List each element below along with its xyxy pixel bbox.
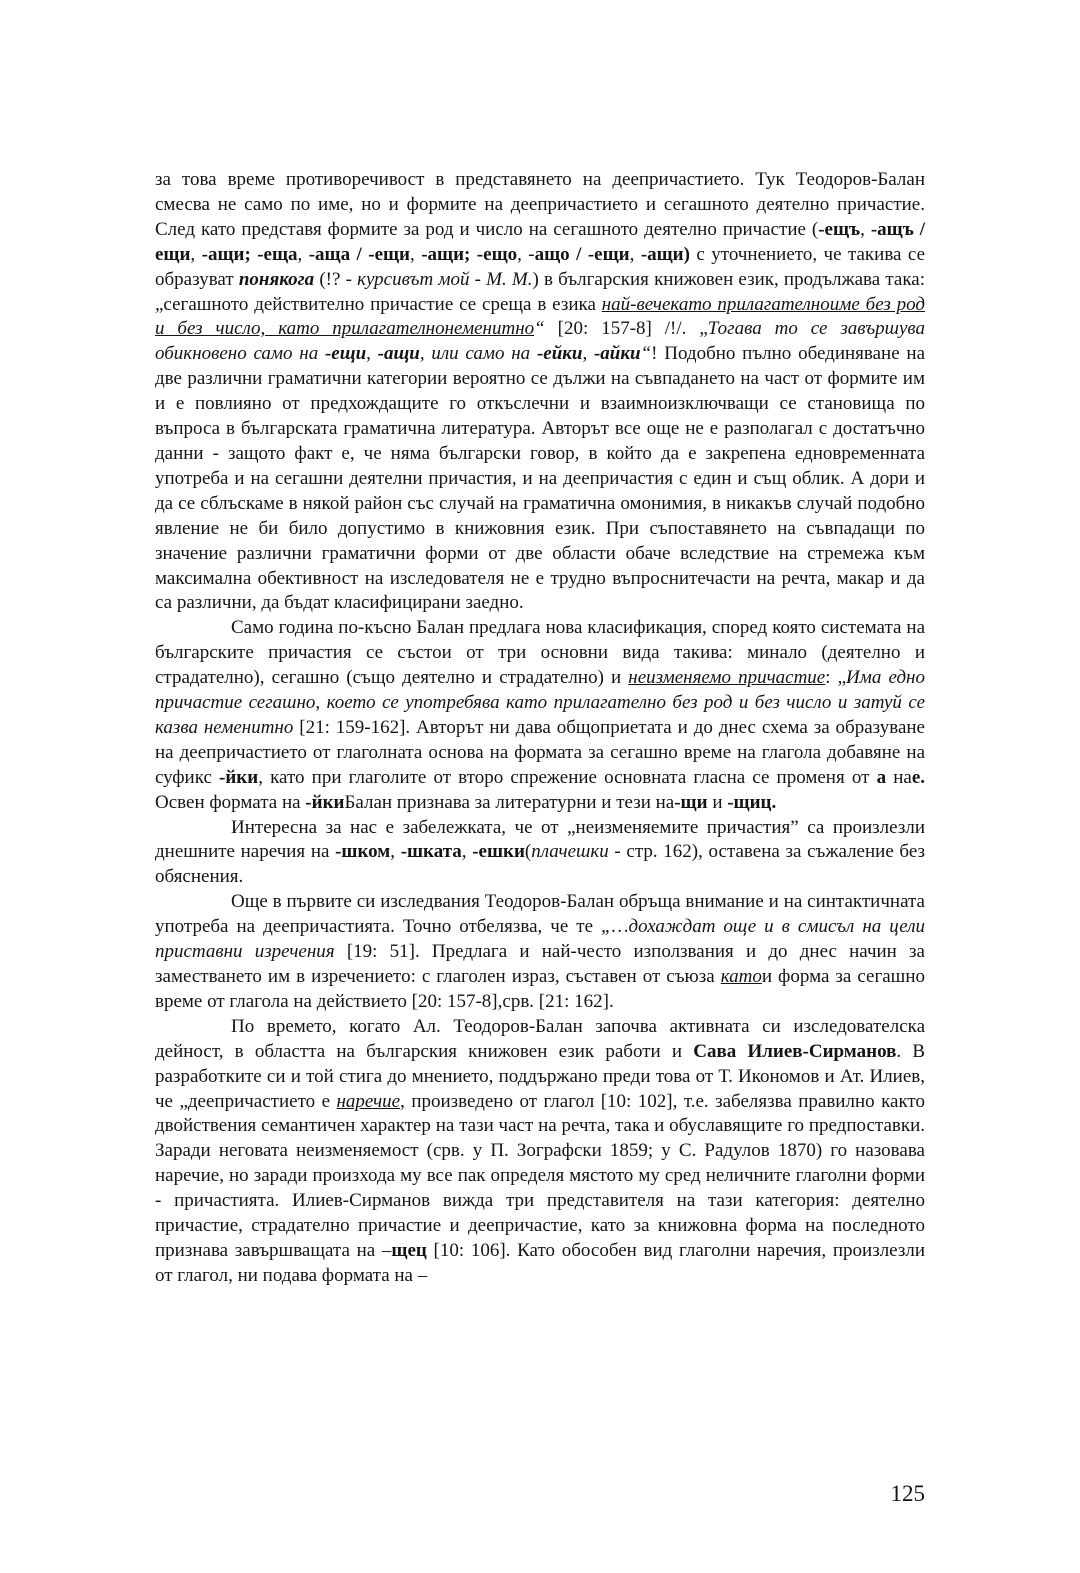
text-run: наречие bbox=[336, 1090, 401, 1112]
text-run: (!? - bbox=[314, 268, 358, 290]
text-run: -ешки bbox=[472, 841, 525, 863]
text-run: -ащи bbox=[377, 343, 420, 365]
text-run: , bbox=[629, 243, 641, 265]
text-run: -ещи bbox=[324, 343, 367, 365]
paragraph-4 bbox=[155, 890, 925, 1015]
text-run: Балан признава за литературни и тези на bbox=[344, 791, 675, 813]
text-run: -ащи; -ещо bbox=[421, 243, 518, 265]
text-run: „…дохаждат още и в смисъл на цели приставни изречения bbox=[155, 916, 925, 963]
text-run: неизменяемо причастие bbox=[628, 667, 826, 689]
text-run: с уточнението, че такива се образуват bbox=[155, 243, 926, 290]
text-run: - стр. 162), оставена за съжаление без обяснения. bbox=[155, 841, 926, 888]
text-run: ащо / -ещи bbox=[534, 243, 630, 265]
text-run: -йки bbox=[219, 766, 259, 788]
text-run: Още в първите си изследвания Теодоров-Балан обръща внимание и на синтактичната употреба на деепричастията. Точно отбелязва, че те bbox=[155, 891, 925, 938]
text-run: , bbox=[190, 243, 202, 265]
text-run: е. bbox=[911, 766, 925, 788]
text-run: -ащъ / ещи bbox=[155, 218, 925, 265]
text-run: ( bbox=[524, 841, 532, 863]
text-run: щец bbox=[391, 1239, 427, 1261]
text-run: : „ bbox=[825, 667, 847, 689]
text-run: , bbox=[582, 343, 594, 365]
text-run: -шката bbox=[400, 841, 462, 863]
text-run: за това време противоречивост в представянето на деепричастието. Тук Теодоров-Балан смесва не само по име, но и формите на деепричастието и сегашното деятелно причастие. След като представя формите за род и число на сегашното деятелно причастие ( bbox=[155, 169, 925, 240]
text-run: , или само на bbox=[419, 343, 537, 365]
paragraph-3 bbox=[155, 816, 925, 891]
text-run: , bbox=[860, 218, 871, 240]
text-run: Тогава то се завършува обикновено само на bbox=[155, 318, 926, 365]
text-run: , bbox=[410, 243, 422, 265]
text-run: и форма за сегашно време от глагола на действието [20: 157-8],срв. [21: 162]. bbox=[155, 966, 925, 1012]
text-run: [21: 159-162]. Авторът ни дава общоприетата и до днес схема за образуване на деепричастието от глаголната основа на формата за сегашно време на глагола добавяне на суфикс bbox=[155, 716, 925, 788]
text-run: понякога bbox=[238, 268, 315, 290]
text-run: [10: 106]. Като обособен вид глаголни наречия, произлезли от глагол, ни подава формата на – bbox=[155, 1239, 925, 1286]
text-run: . В разработките си и той стига до мнението, поддържано преди това от Т. Икономов и Ат. Илиев, че „деепричастието е bbox=[155, 1040, 925, 1112]
text-run: , bbox=[297, 243, 309, 265]
text-run: -щи bbox=[674, 791, 708, 813]
text-run: , - bbox=[517, 243, 535, 265]
text-run: Освен формата на bbox=[155, 791, 306, 813]
text-run: -щиц. bbox=[727, 791, 777, 813]
text-run: на bbox=[886, 766, 912, 788]
text-run: , произведено от глагол [10: 102], т.е. забелязва правилно както двойствения семантичен характер на тази част на речта, така и обуславящите го предпоставки. Заради неговата неизменяемост (срв. у П. Зографски 1859; у С. Радулов 1870) го назовава наречие, но заради произхода му все пак определя мястото му сред неличните глаголни форми - причастията. Илиев-Сирманов вижда три представителя на тази категория: деятелно причастие, страдателно причастие и деепричастие, като за книжовна форма на последното признава завършващата на – bbox=[155, 1090, 925, 1261]
text-run: -йки bbox=[305, 791, 345, 813]
text-run: “ bbox=[534, 318, 545, 340]
text-run: плачешки bbox=[531, 841, 609, 863]
paragraph-1 bbox=[155, 168, 925, 616]
text-run: , bbox=[390, 841, 401, 863]
page-number: 125 bbox=[890, 1481, 925, 1506]
body-text bbox=[155, 168, 925, 1289]
text-run: -ащи; -еща bbox=[201, 243, 298, 265]
text-run: Сава Илиев-Сирманов bbox=[693, 1040, 897, 1062]
text-run: По времето, когато Ал. Теодоров-Балан започва активната си изследователска дейност, в областта на българския книжовен език работи и bbox=[155, 1015, 925, 1062]
text-run: ) в българския книжовен език, продължава така: „сегашното действително причастие се среща в езика bbox=[155, 268, 926, 315]
text-run: Има едно причастие сегашно, което се употребява като прилагателно без род и без число и затуй се казва неменитно bbox=[155, 667, 925, 738]
paragraph-5 bbox=[155, 1015, 925, 1289]
paragraph-2 bbox=[155, 616, 925, 815]
text-run: -ейки bbox=[536, 343, 583, 365]
text-run: -шком bbox=[335, 841, 391, 863]
text-run: “ bbox=[640, 343, 652, 365]
text-run: -айки bbox=[593, 343, 641, 365]
text-run: -ещъ bbox=[818, 218, 861, 240]
text-run: -аща / -ещи bbox=[308, 243, 411, 265]
text-run: като bbox=[720, 966, 762, 987]
text-run: най-вечекато прилагателноиме без род и без число, като прилагателнонеменитно bbox=[155, 293, 925, 340]
text-run: а bbox=[876, 766, 887, 788]
text-run: и bbox=[707, 791, 728, 813]
text-run: ! Подобно пълно обединяване на две различни граматични категории вероятно се дължи на съвпадането на част от формите им и е повлияно от предхождащите го откъслечни и взаимноизключващи се становища по въпроса в българската граматична литература. Авторът все още не е разполагал с достатъчно данни - защото факт е, че няма български говор, в който да е закрепена едновременната употреба и на сегашни деятелни причастия, и на деепричастия с един и същ облик. А дори и да се сблъскаме в някой район със случай на граматична омонимия, в никакъв случай подобно явление не би било допустимо в книжовния език. При съпоставянето на съвпадащи по значение различни граматични форми от две области обаче вследствие на стремежа към максимална обективност на изследователя не е трудно въпроснитечасти на речта, макар и да са различни, да бъдат класифицирани заедно. bbox=[155, 343, 926, 614]
text-run: Интересна за нас е забележката, че от „неизменяемите причастия” са произлезли днешните наречия на bbox=[155, 816, 925, 863]
text-run: [19: 51]. Предлага и най-често използвания и до днес начин за заместването им в изречението: с глаголен израз, съставен от съюза bbox=[155, 941, 925, 987]
text-run: курсивът мой - М. М. bbox=[357, 268, 533, 290]
text-run: , bbox=[366, 343, 378, 365]
text-run: -ащи) bbox=[640, 243, 690, 265]
text-run: Само година по-късно Балан предлага нова класификация, според която системата на българските причастия се състои от три основни вида такива: минало (деятелно и страдателно), сегашно (също деятелно и страдателно) и bbox=[155, 617, 925, 689]
text-run: , bbox=[461, 841, 473, 863]
text-run: , като при глаголите от второ спрежение основната гласна се променя от bbox=[258, 766, 877, 788]
text-run: [20: 157-8] /!/. „ bbox=[544, 318, 708, 340]
